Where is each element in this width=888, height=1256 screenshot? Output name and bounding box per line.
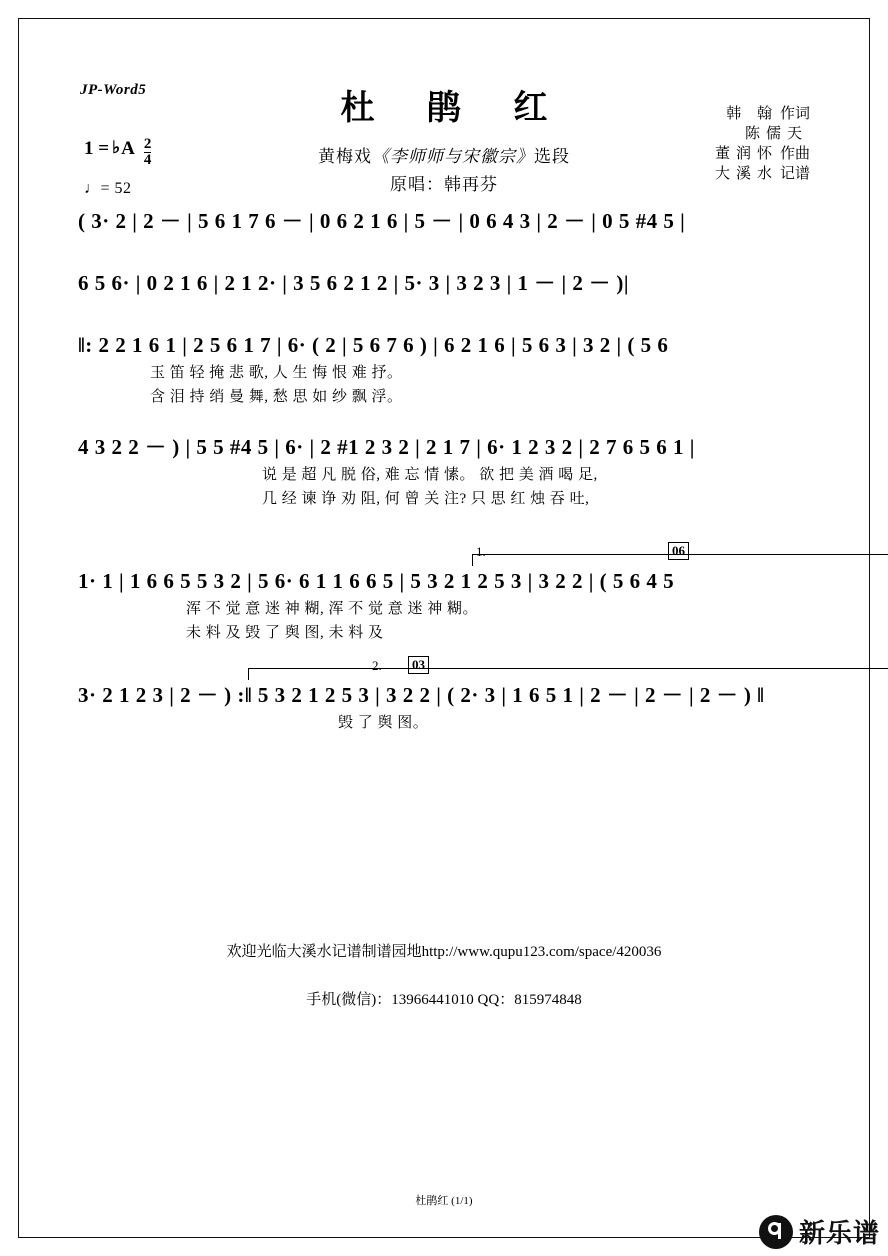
flat-icon: ♭ [112, 138, 121, 157]
footer-contact: 手机(微信)：13966441010 QQ：815974848 [306, 992, 582, 1008]
credit-role: 作词 [779, 106, 810, 122]
music-system-1 [78, 206, 818, 236]
credit-name: 陈儒天 [744, 126, 808, 142]
lyric-line-verse2: 未 料 及 毁 了 舆 图, 未 料 及 [186, 625, 384, 641]
subtitle-prefix: 黄梅戏 [318, 147, 372, 166]
lyric-line-verse1: 玉 笛 轻 掩 悲 歌, 人 生 悔 恨 难 抒。 [150, 365, 403, 381]
credits [715, 104, 810, 184]
volta-1-bracket [78, 543, 818, 566]
music-system-4 [78, 432, 818, 510]
lyric-line-verse2: 含 泪 持 绡 曼 舞, 愁 思 如 纱 飘 浮。 [150, 389, 403, 405]
volta-1-label: 1. [476, 544, 486, 559]
footer-note: 欢迎光临大溪水记谱制谱园地http://www.qupu123.com/space/420036 [226, 944, 662, 960]
volta-2-label: 2. [372, 658, 382, 673]
credit-row [715, 124, 810, 144]
site-logo [759, 1213, 880, 1250]
meter-numerator: 2 [143, 136, 152, 152]
site-logo-text: 新乐谱 [798, 1218, 880, 1248]
credit-name: 韩 翰 [726, 106, 778, 122]
credit-name: 董润怀 [714, 146, 778, 162]
music-system-2 [78, 268, 818, 298]
key-signature-block [84, 138, 151, 198]
page-number: 杜鹃红 (1/1) [415, 1195, 473, 1207]
credit-role: 记谱 [779, 166, 810, 182]
meter-denominator: 4 [143, 152, 152, 168]
note-mark-06: 06 [668, 542, 689, 560]
lyric-line-verse2: 几 经 谏 诤 劝 阻, 何 曾 关 注? 只 思 红 烛 吞 吐, [262, 491, 590, 507]
credit-row [715, 104, 810, 124]
subtitle-suffix: 选段 [534, 147, 570, 166]
time-signature [144, 137, 152, 168]
lyric-line-verse2: 毁 了 舆 图。 [338, 715, 429, 731]
notation-line: ( 3· 2 | 2 － | 5 6 1 7 6 － | 0 6 2 1 6 | 5 － | 0 6 4 3 | 2 － | 0 5 #4 5 | [78, 209, 686, 233]
volta-2-bracket [78, 657, 818, 680]
note-mark-03: 03 [408, 656, 429, 674]
lyric-line-verse1: 浑 不 觉 意 迷 神 糊, 浑 不 觉 意 迷 神 糊。 [186, 601, 479, 617]
wordmark: JP-Word5 [80, 82, 147, 98]
credit-row [715, 144, 810, 164]
key-label: 1 = [84, 138, 110, 159]
key-letter: A [121, 138, 135, 159]
lyric-line-verse1: 说 是 超 凡 脱 俗, 难 忘 情 愫。 欲 把 美 酒 喝 足, [262, 467, 598, 483]
page-title: 杜 鹃 红 [340, 90, 570, 127]
credit-row [715, 164, 810, 184]
credit-name: 大溪水 [714, 166, 778, 182]
notation-line: 4 3 2 2 － ) | 5 5 #4 5 | 6· | 2 #1 2 3 2 | 2 1 7 | 6· 1 2 3 2 | 2 7 6 5 6 1 | [78, 435, 695, 459]
subtitle-opera-name: 《李师师与宋徽宗》 [372, 147, 534, 166]
notation-line: 6 5 6· | 0 2 1 6 | 2 1 2· | 3 5 6 2 1 2 | 5· 3 | 3 2 3 | 1 － | 2 － )| [78, 271, 629, 295]
notation-line: 1· 1 | 1 6 6 5 5 3 2 | 5 6· 6 1 1 6 6 5 | 5 3 2 1 2 5 3 | 3 2 2 | ( 5 6 4 5 [78, 569, 675, 593]
notation-line: ‖: 2 2 1 6 1 | 2 5 6 1 7 | 6· ( 2 | 5 6 7 6 ) | 6 2 1 6 | 5 6 3 | 3 2 | ( 5 6 [78, 333, 669, 357]
music-system-5 [78, 543, 818, 644]
notation-line: 3· 2 1 2 3 | 2 － ) :‖ 5 3 2 1 2 5 3 | 3 2 2 | ( 2· 3 | 1 6 5 1 | 2 － | 2 － | 2 － ) ‖ [78, 683, 765, 707]
subtitle-singer: 原唱：韩再芬 [390, 175, 498, 194]
music-system-3 [78, 330, 818, 408]
tempo-marking: ♩= 52 [84, 180, 132, 197]
credit-role: 作曲 [779, 146, 810, 162]
music-note-circle-icon [759, 1215, 793, 1249]
music-system-6 [78, 657, 818, 734]
